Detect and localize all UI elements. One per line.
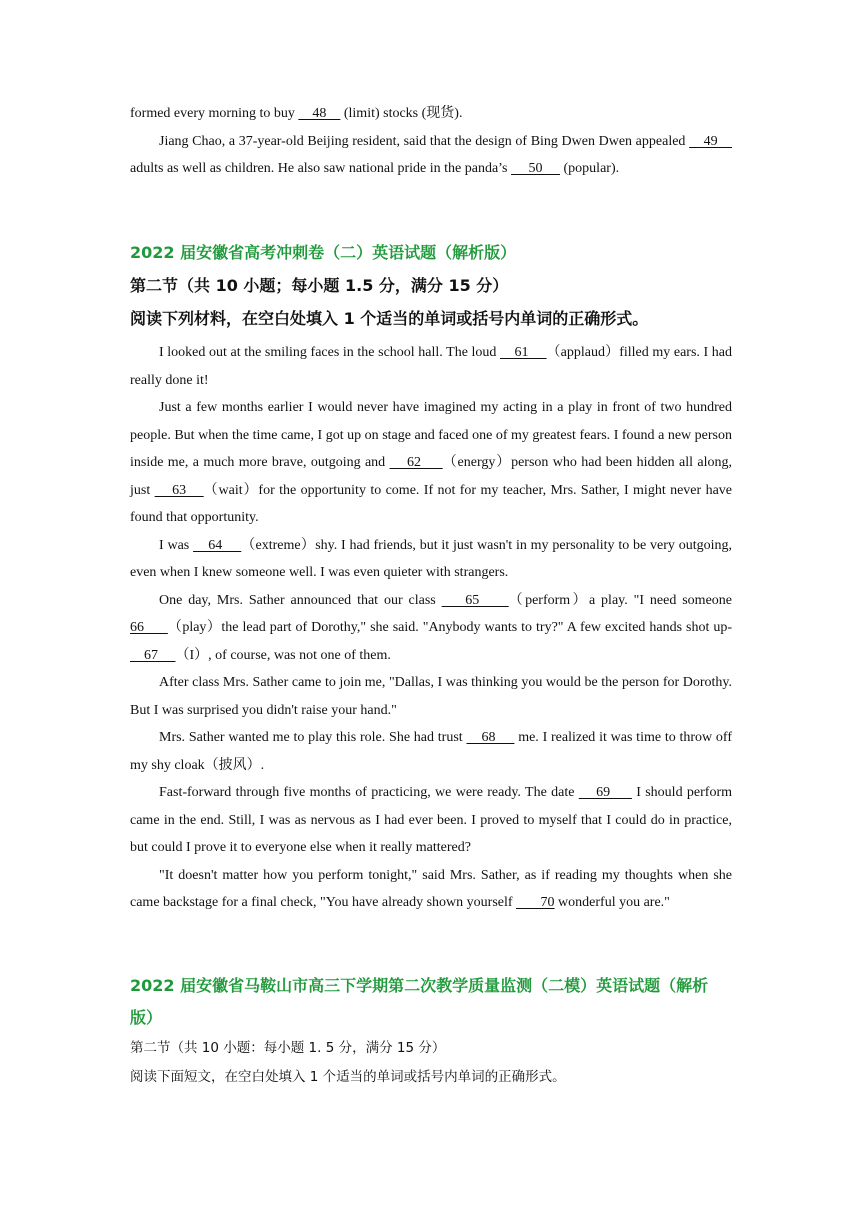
- text: formed every morning to buy: [130, 106, 299, 121]
- text: (popular).: [560, 161, 620, 176]
- section-b-paragraph-8: [130, 862, 732, 917]
- blank-61[interactable]: 61: [500, 345, 547, 360]
- section-b-paragraph-5: After class Mrs. Sather came to join me, "Dallas, I was thinking you would be the person for Dorothy. But I was surprised you didn't raise your hand.": [130, 675, 732, 718]
- passage-a-paragraph-2: [130, 128, 732, 183]
- text: （extreme）shy. I had friends, but it just wasn't in my personality to be very outgoing, even when I knew someone well. I was even quieter with strangers.: [130, 537, 733, 580]
- text: （perform）a play. "I need someone: [508, 592, 732, 608]
- text: Just a few months earlier I would never have imagined my acting in a play in front of two hundred people. But when the time came, I got up on stage and faced one of my greatest fears. I found a new person inside me, a much more brave, outgoing and: [130, 400, 732, 470]
- text: I looked out at the smiling faces in the school hall. The loud: [159, 345, 501, 360]
- text: （applaud）filled my ears. I had really done it!: [130, 345, 733, 388]
- section-c-heading-1: 第二节（共 10 小题：每小题 1. 5 分，满分 15 分）: [130, 1040, 446, 1056]
- section-c: [130, 970, 732, 1092]
- section-b-heading-1: 第二节（共 10 小题；每小题 1.5 分，满分 15 分）: [130, 276, 509, 295]
- section-c-heading-2: 阅读下面短文，在空白处填入 1 个适当的单词或括号内单词的正确形式。: [130, 1069, 566, 1085]
- blank-65[interactable]: 65: [441, 592, 509, 608]
- text: （play）the lead part of Dorothy," she said. "Anybody wants to try?" A few excited hands shot up-: [167, 620, 732, 635]
- text: me. I realized it was time to throw off my shy cloak（披风）.: [130, 730, 733, 773]
- blank-50[interactable]: 50: [511, 161, 561, 176]
- text: "It doesn't matter how you perform tonight," said Mrs. Sather, as if reading my thoughts when she came backstage for a final check, "You have already shown yourself: [130, 867, 732, 910]
- blank-63[interactable]: 63: [154, 482, 204, 498]
- text: Jiang Chao, a 37-year-old Beijing resident, said that the design of Bing Dwen Dwen appealed: [159, 133, 690, 149]
- section-b: [130, 237, 732, 917]
- text: (limit) stocks (现货).: [340, 106, 463, 121]
- section-b-paragraph-3: [130, 532, 732, 587]
- section-b-paragraph-6: [130, 724, 732, 779]
- text: I should perform came in the end. Still, I was as nervous as I had ever been. I proved to myself that I could do in practice, but could I prove it to everyone else when it really mattered?: [130, 785, 733, 855]
- blank-62[interactable]: 62: [389, 455, 443, 470]
- section-b-paragraph-7: [130, 779, 732, 862]
- text: adults as well as children. He also saw national pride in the panda’s: [130, 161, 512, 176]
- text: （wait）for the opportunity to come. If not for my teacher, Mrs. Sather, I might never have found that opportunity.: [130, 482, 732, 525]
- text: I was: [159, 537, 194, 553]
- text: （I）, of course, was not one of them.: [175, 647, 391, 663]
- text: Mrs. Sather wanted me to play this role. She had trust: [159, 730, 467, 745]
- text: wonderful you are.": [554, 895, 670, 910]
- section-b-heading-2: 阅读下列材料，在空白处填入 1 个适当的单词或括号内单词的正确形式。: [130, 309, 649, 328]
- blank-64[interactable]: 64: [193, 537, 242, 553]
- blank-66[interactable]: 66: [130, 620, 168, 635]
- section-b-title: 2022 届安徽省高考冲刺卷（二）英语试题（解析版）: [130, 243, 517, 262]
- section-c-title: 2022 届安徽省马鞍山市高三下学期第二次教学质量监测（二模）英语试题（解析版）: [130, 976, 709, 1027]
- passage-a: [130, 100, 732, 183]
- passage-a-line-1: [130, 100, 732, 128]
- blank-69[interactable]: 69: [578, 785, 632, 800]
- section-b-paragraph-4: [130, 587, 732, 670]
- text: （energy）person who had been hidden all along, just: [130, 455, 732, 498]
- blank-70[interactable]: 70: [516, 895, 555, 910]
- blank-49[interactable]: 49: [689, 133, 733, 149]
- section-b-paragraph-1: [130, 339, 732, 394]
- blank-68[interactable]: 68: [466, 730, 515, 745]
- section-b-paragraph-2: [130, 394, 732, 532]
- blank-48[interactable]: 48: [298, 106, 341, 121]
- text: One day, Mrs. Sather announced that our class: [159, 592, 442, 608]
- blank-67[interactable]: 67: [130, 647, 176, 663]
- text: Fast-forward through five months of practicing, we were ready. The date: [159, 785, 579, 800]
